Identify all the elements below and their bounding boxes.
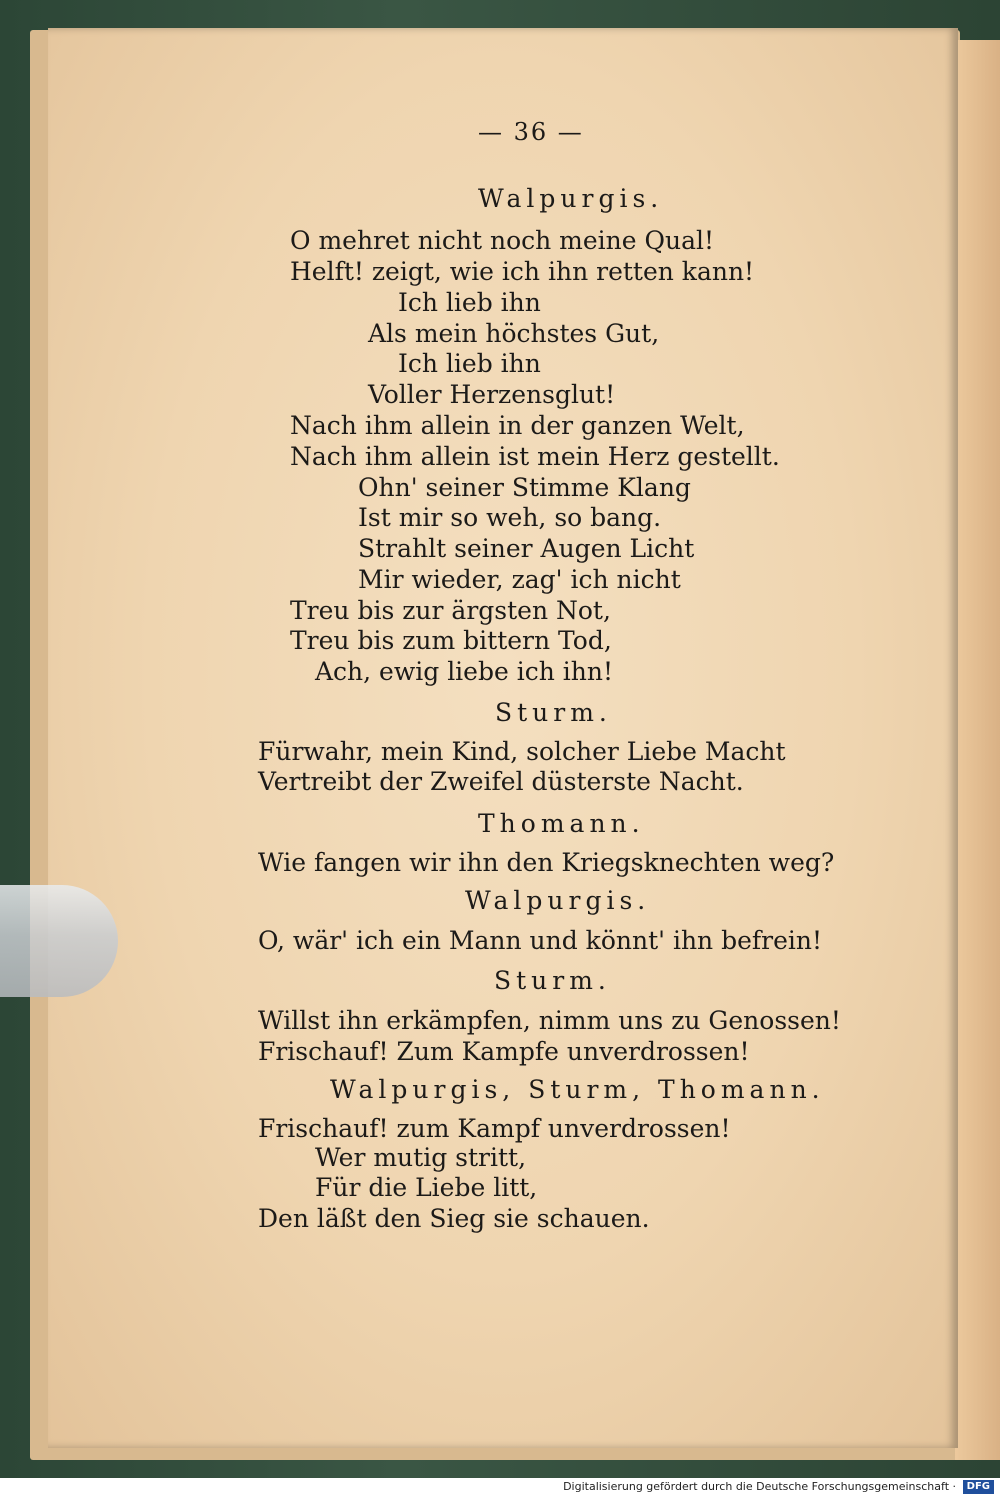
verse-line: Strahlt seiner Augen Licht xyxy=(358,534,695,563)
speaker-name: Sturm. xyxy=(494,966,611,995)
speaker-name: Sturm. xyxy=(495,698,612,727)
funding-credit: Digitalisierung gefördert durch die Deutsche Forschungsgemeinschaft · xyxy=(563,1480,956,1493)
verse-line: Als mein höchstes Gut, xyxy=(368,319,660,348)
speaker-name: Walpurgis, Sturm, Thomann. xyxy=(330,1075,825,1104)
verse-line: Vertreibt der Zweifel düsterste Nacht. xyxy=(258,767,744,796)
verse-line: Ist mir so weh, so bang. xyxy=(358,503,662,532)
verse-line: O, wär' ich ein Mann und könnt' ihn befrein! xyxy=(258,926,823,955)
speaker-name: Walpurgis. xyxy=(478,184,664,213)
verse-line: Ach, ewig liebe ich ihn! xyxy=(315,657,614,686)
footer-bar xyxy=(0,1478,1000,1497)
verse-line: Frischauf! Zum Kampfe unverdrossen! xyxy=(258,1037,750,1066)
verse-line: Helft! zeigt, wie ich ihn retten kann! xyxy=(290,257,755,286)
dfg-logo: DFG xyxy=(963,1480,994,1494)
verse-line: Mir wieder, zag' ich nicht xyxy=(358,565,681,594)
verse-line: O mehret nicht noch meine Qual! xyxy=(290,226,715,255)
verse-line: Wie fangen wir ihn den Kriegsknechten weg? xyxy=(258,848,835,877)
verse-line: Ich lieb ihn xyxy=(398,288,541,317)
verse-line: Voller Herzensglut! xyxy=(368,380,616,409)
verse-line: Treu bis zur ärgsten Not, xyxy=(290,596,611,625)
facing-page-edge xyxy=(955,40,1000,1460)
verse-line: Willst ihn erkämpfen, nimm uns zu Genossen! xyxy=(258,1006,841,1035)
page-number: — 36 — xyxy=(478,118,584,146)
verse-line: Treu bis zum bittern Tod, xyxy=(290,626,612,655)
speaker-name: Walpurgis. xyxy=(465,886,651,915)
verse-line: Wer mutig stritt, xyxy=(315,1143,527,1172)
verse-line: Nach ihm allein ist mein Herz gestellt. xyxy=(290,442,780,471)
speaker-name: Thomann. xyxy=(478,809,645,838)
verse-line: Den läßt den Sieg sie schauen. xyxy=(258,1204,650,1233)
verse-line: Nach ihm allein in der ganzen Welt, xyxy=(290,411,745,440)
verse-line: Ich lieb ihn xyxy=(398,349,541,378)
verse-line: Ohn' seiner Stimme Klang xyxy=(358,473,691,502)
thumb-clip xyxy=(0,885,118,997)
verse-line: Frischauf! zum Kampf unverdrossen! xyxy=(258,1114,731,1143)
verse-line: Für die Liebe litt, xyxy=(315,1173,538,1202)
verse-line: Fürwahr, mein Kind, solcher Liebe Macht xyxy=(258,737,786,766)
